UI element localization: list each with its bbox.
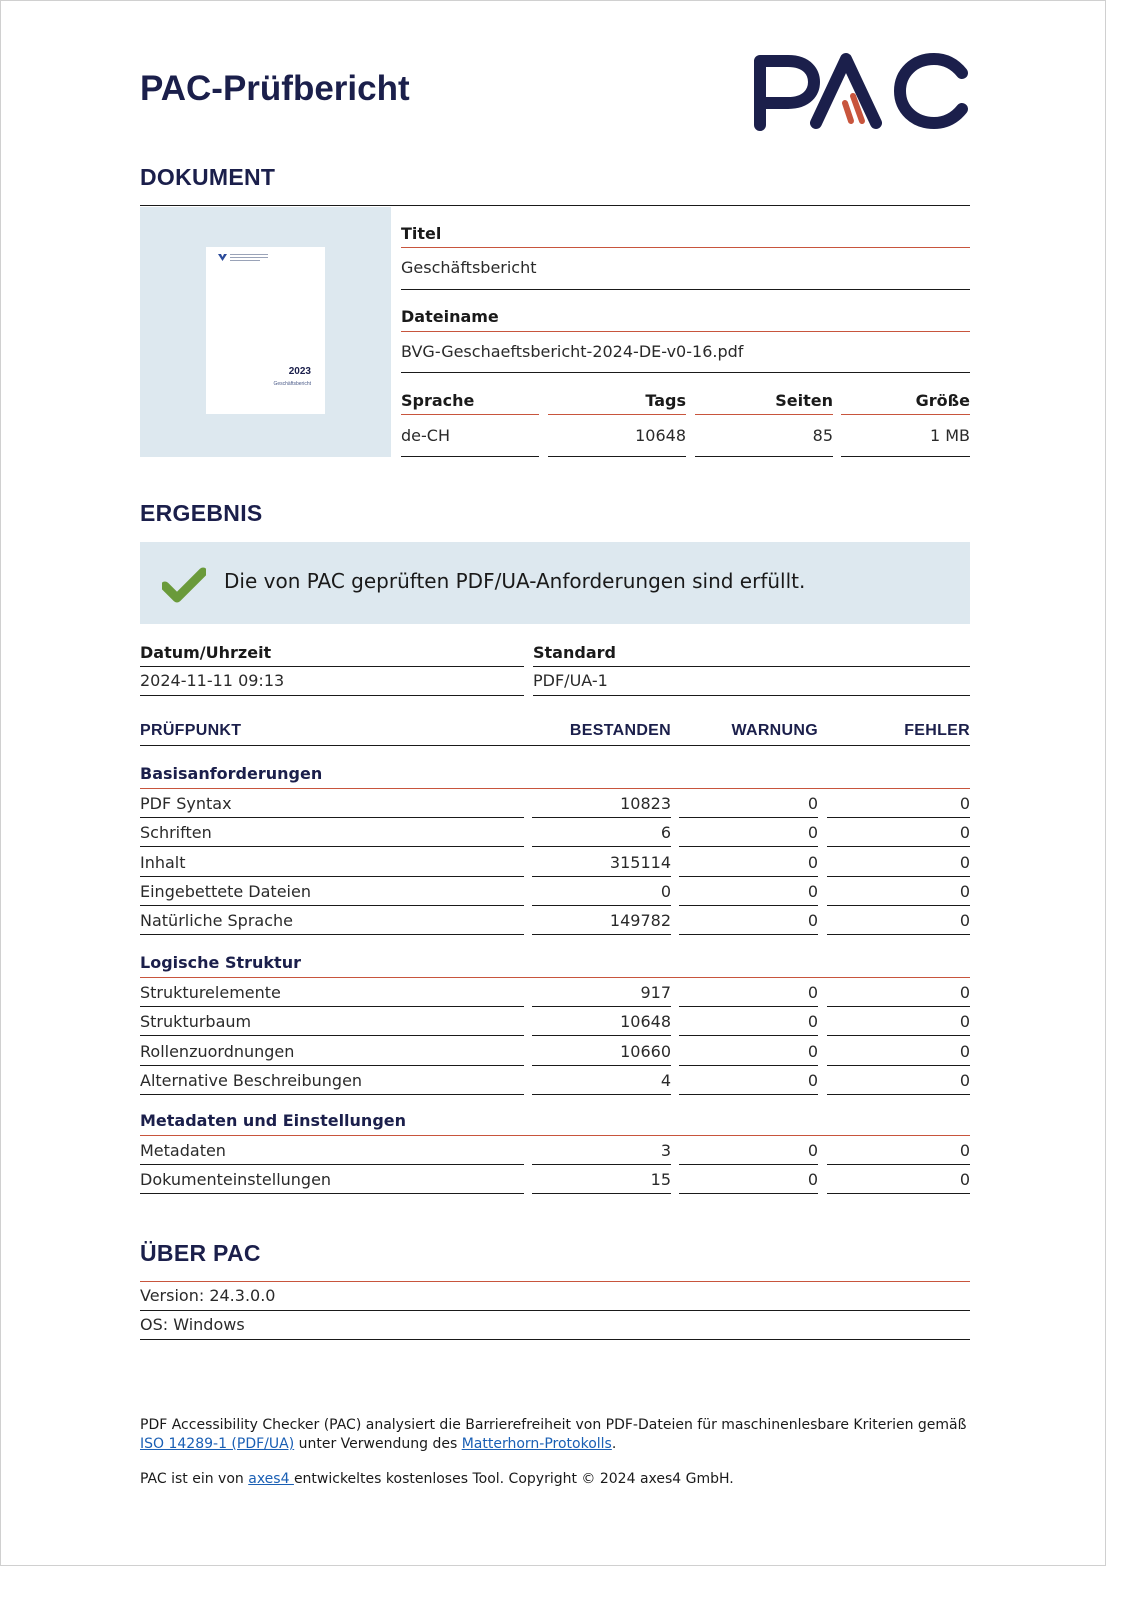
divider [140,1006,524,1007]
table-cell: 0 [807,823,818,843]
size-value: 1 MB [929,426,970,445]
table-row-label: Rollenzuordnungen [140,1041,295,1061]
document-thumbnail [206,247,325,414]
table-cell: 0 [807,1141,818,1160]
divider [140,1065,524,1066]
divider [695,456,833,457]
table-cell: 10648 [620,1012,671,1032]
divider [140,666,524,667]
table-cell: 0 [807,881,818,901]
table-cell: 0 [807,1170,818,1190]
table-row-label: Schriften [140,823,212,843]
divider [679,1065,818,1066]
filename-label: Dateiname [401,307,499,326]
table-cell: 0 [959,1012,970,1032]
result-banner [140,542,970,624]
table-cell: 0 [807,983,818,1002]
divider [679,1035,818,1036]
divider [679,1094,818,1095]
group-title: Basisanforderungen [140,764,323,783]
pages-label: Seiten [775,391,833,410]
table-cell: 0 [807,1070,818,1090]
table-row-label: Natürliche Sprache [140,911,293,931]
table-row-label: Inhalt [140,852,186,872]
divider [140,788,970,789]
divider [533,695,970,696]
table-row-label: Dokumenteinstellungen [140,1170,332,1190]
axes4-link[interactable]: axes4 [248,1471,294,1487]
os-text: OS: Windows [140,1315,245,1334]
thumbnail-subtitle: Geschäftsbericht [273,381,311,387]
result-heading: ERGEBNIS [140,500,263,526]
divider [679,1164,818,1165]
standard-label: Standard [533,643,616,662]
footer-line3-a: PAC ist ein von [140,1471,249,1487]
pac-logo [750,51,972,131]
divider [827,934,970,935]
table-cell: 917 [640,983,671,1002]
divider [827,1006,970,1007]
divider [401,372,970,373]
table-row-label: Eingebettete Dateien [140,881,311,901]
group-title: Metadaten und Einstellungen [140,1111,407,1130]
table-cell: 0 [959,1041,970,1061]
table-cell: 10660 [620,1041,671,1061]
divider [532,1094,671,1095]
table-cell: 0 [959,881,970,901]
divider [679,846,818,847]
divider [140,1281,970,1282]
table-cell: 0 [959,911,970,931]
divider [532,817,671,818]
table-row-label: Metadaten [140,1141,226,1160]
divider [140,205,970,206]
datetime-label: Datum/Uhrzeit [140,643,272,662]
divider [140,934,524,935]
language-label: Sprache [401,391,475,410]
table-cell: 0 [959,983,970,1002]
divider [841,456,970,457]
table-cell: 3 [660,1141,671,1160]
table-cell: 0 [807,911,818,931]
divider [533,666,970,667]
table-cell: 0 [660,881,671,901]
group-title: Logische Struktur [140,953,301,972]
divider [140,905,524,906]
divider [827,876,970,877]
table-cell: 0 [959,823,970,843]
table-cell: 0 [959,794,970,813]
divider [140,1310,970,1311]
footer-line3-b: entwickeltes kostenloses Tool. Copyright © 2024 axes4 GmbH. [293,1471,734,1487]
matterhorn-link[interactable]: Matterhorn-Protokolls [461,1436,612,1452]
divider [140,977,970,978]
divider [827,1094,970,1095]
divider [679,876,818,877]
result-message: Die von PAC geprüften PDF/UA-Anforderungen sind erfüllt. [224,569,806,593]
divider [401,414,539,415]
table-row-label: PDF Syntax [140,794,232,813]
language-value: de-CH [401,426,450,445]
about-heading: ÜBER PAC [140,1240,261,1266]
table-cell: 0 [959,1170,970,1190]
table-cell: 0 [959,1141,970,1160]
footer-copyright [140,1470,734,1489]
divider [679,817,818,818]
column-header-error: FEHLER [904,722,970,739]
divider [532,846,671,847]
divider [140,745,970,746]
table-cell: 15 [650,1170,671,1190]
thumbnail-logo-icon [218,254,227,261]
report-title: PAC-Prüfbericht [140,69,410,108]
divider [140,1164,524,1165]
divider [827,817,970,818]
divider [140,817,524,818]
table-cell: 0 [807,1012,818,1032]
column-header-checkpoint: PRÜFPUNKT [140,722,242,739]
table-row-label: Alternative Beschreibungen [140,1070,363,1090]
divider [532,876,671,877]
table-cell: 315114 [609,852,671,872]
divider [827,1065,970,1066]
divider [532,905,671,906]
table-cell: 4 [660,1070,671,1090]
document-heading: DOKUMENT [140,164,276,190]
pages-value: 85 [812,426,833,445]
standard-value: PDF/UA-1 [533,671,608,690]
table-cell: 10823 [620,794,671,813]
datetime-value: 2024-11-11 09:13 [140,671,285,690]
table-cell: 0 [807,794,818,813]
divider [140,695,524,696]
divider [140,876,524,877]
title-value: Geschäftsbericht [401,258,537,277]
divider [827,905,970,906]
iso-link[interactable]: ISO 14289-1 (PDF/UA) [140,1436,295,1452]
column-header-passed: BESTANDEN [569,722,671,739]
title-label: Titel [401,224,442,243]
divider [841,414,970,415]
document-thumbnail-panel [140,207,391,457]
divider [827,1193,970,1194]
divider [532,1065,671,1066]
table-row-label: Strukturbaum [140,1012,252,1032]
column-header-warning: WARNUNG [731,722,818,739]
version-text: Version: 24.3.0.0 [140,1286,276,1305]
checkmark-icon [162,567,206,603]
thumbnail-year: 2023 [288,366,311,377]
thumbnail-text-lines [230,254,268,263]
divider [827,1035,970,1036]
divider [548,456,686,457]
divider [532,1164,671,1165]
divider [140,1339,970,1340]
table-cell: 0 [807,1041,818,1061]
table-cell: 0 [959,852,970,872]
footer-line1: PDF Accessibility Checker (PAC) analysiert die Barrierefreiheit von PDF-Dateien für maschinenlesbare Kriterien gemäß [140,1417,967,1433]
table-cell: 0 [807,852,818,872]
divider [548,414,686,415]
divider [140,1135,970,1136]
divider [401,456,539,457]
table-cell: 149782 [609,911,671,931]
table-row-label: Strukturelemente [140,983,281,1002]
divider [140,1094,524,1095]
divider [140,846,524,847]
divider [140,1035,524,1036]
divider [532,1006,671,1007]
table-cell: 6 [660,823,671,843]
divider [532,934,671,935]
divider [140,1193,524,1194]
tags-label: Tags [645,391,686,410]
filename-value: BVG-Geschaeftsbericht-2024-DE-v0-16.pdf [401,342,744,361]
divider [679,905,818,906]
divider [679,934,818,935]
table-cell: 0 [959,1070,970,1090]
footer-line2-end: . [611,1436,617,1452]
divider [679,1006,818,1007]
divider [401,331,970,332]
divider [532,1193,671,1194]
divider [679,1193,818,1194]
divider [401,289,970,290]
footer-description [140,1416,970,1454]
divider [532,1035,671,1036]
divider [401,247,970,248]
divider [695,414,833,415]
footer-line2-mid: unter Verwendung des [294,1436,462,1452]
divider [827,1164,970,1165]
tags-value: 10648 [635,426,686,445]
size-label: Größe [915,391,970,410]
divider [827,846,970,847]
